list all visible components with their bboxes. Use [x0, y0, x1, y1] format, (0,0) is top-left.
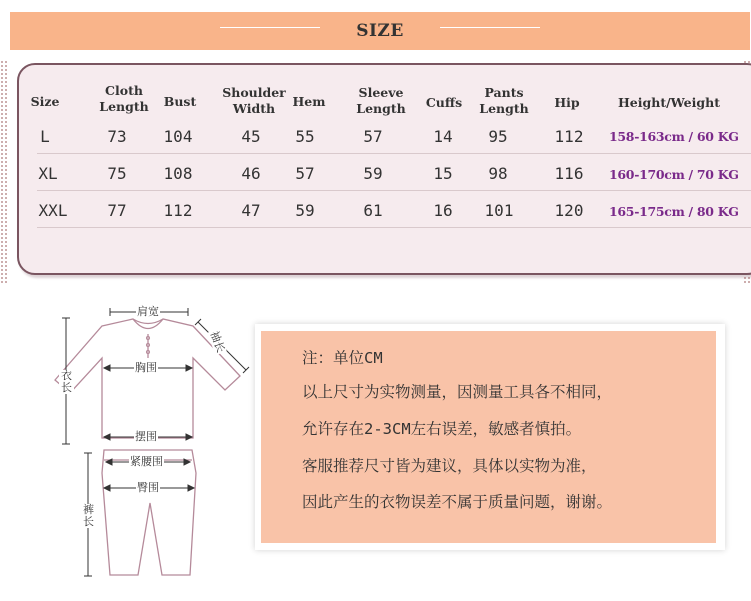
- size-table: [17, 63, 751, 275]
- row-xxl-cloth-length: 77: [107, 201, 127, 220]
- row-xxl-height-weight: 165-175cm / 80 KG: [609, 204, 739, 219]
- header-shoulder-width: Shoulder Width: [222, 85, 286, 116]
- header-pants-length: Pants Length: [479, 85, 529, 116]
- row-xl-bust: 108: [163, 164, 193, 183]
- header-size: Size: [30, 94, 60, 109]
- row-xxl-shoulder-width: 47: [241, 201, 261, 220]
- label-sleeve-length: 袖长: [207, 329, 228, 355]
- row-xl-pants-length: 98: [488, 164, 508, 183]
- row-xxl-size: XXL: [38, 201, 68, 220]
- row-xxl-hem: 59: [295, 201, 315, 220]
- row-divider: [37, 190, 751, 191]
- label-waist: 紧腰围: [130, 455, 163, 468]
- header-title: SIZE: [356, 21, 404, 41]
- row-xl-hip: 116: [554, 164, 584, 183]
- row-xl-size: XL: [38, 164, 58, 183]
- header-bust: Bust: [163, 94, 197, 109]
- row-l-cloth-length: 73: [107, 127, 127, 146]
- header-cloth-length: Cloth Length: [99, 83, 149, 114]
- row-xxl-cuffs: 16: [433, 201, 453, 220]
- row-xl-cloth-length: 75: [107, 164, 127, 183]
- note-line: 客服推荐尺寸皆为建议，具体以实物为准，: [302, 457, 597, 475]
- row-xxl-sleeve-length: 61: [363, 201, 383, 220]
- label-pants-length: 裤长: [83, 503, 94, 528]
- header-height-weight: Height/Weight: [617, 95, 720, 110]
- row-divider: [37, 227, 751, 228]
- header-hip: Hip: [554, 95, 580, 110]
- label-chest: 胸围: [135, 361, 157, 374]
- row-xl-hem: 57: [295, 164, 315, 183]
- row-l-size: L: [40, 127, 50, 146]
- row-l-pants-length: 95: [488, 127, 508, 146]
- note-line: 因此产生的衣物误差不属于质量问题，谢谢。: [302, 493, 613, 511]
- row-l-cuffs: 14: [433, 127, 453, 146]
- row-l-height-weight: 158-163cm / 60 KG: [609, 129, 739, 144]
- row-l-bust: 104: [163, 127, 193, 146]
- row-xl-shoulder-width: 46: [241, 164, 261, 183]
- row-xl-sleeve-length: 59: [363, 164, 383, 183]
- size-header: [10, 12, 750, 50]
- row-l-hem: 55: [295, 127, 315, 146]
- label-shoulder-width: 肩宽: [137, 305, 159, 318]
- row-xxl-pants-length: 101: [484, 201, 514, 220]
- note-line: 以上尺寸为实物测量，因测量工具各不相同，: [302, 383, 613, 401]
- label-hip: 臀围: [137, 481, 159, 494]
- row-xl-height-weight: 160-170cm / 70 KG: [609, 167, 739, 182]
- row-l-hip: 112: [554, 127, 584, 146]
- note-line: 允许存在2-3CM左右误差，敏感者慎拍。: [302, 420, 582, 438]
- note-line-unit: 注：单位CM: [302, 349, 383, 367]
- note-panel: [261, 331, 716, 543]
- header-cuffs: Cuffs: [425, 95, 463, 110]
- row-xxl-bust: 112: [163, 201, 193, 220]
- header-sleeve-length: Sleeve Length: [356, 85, 406, 116]
- measurement-diagram: [40, 298, 255, 590]
- header-line-right: [440, 27, 540, 28]
- row-l-shoulder-width: 45: [241, 127, 261, 146]
- row-divider: [37, 153, 751, 154]
- header-hem: Hem: [292, 94, 326, 109]
- row-xl-cuffs: 15: [433, 164, 453, 183]
- row-xxl-hip: 120: [554, 201, 584, 220]
- label-hem: 摆围: [135, 430, 157, 443]
- dotted-border-left: [0, 60, 8, 285]
- row-l-sleeve-length: 57: [363, 127, 383, 146]
- label-cloth-length: 衣长: [61, 369, 72, 394]
